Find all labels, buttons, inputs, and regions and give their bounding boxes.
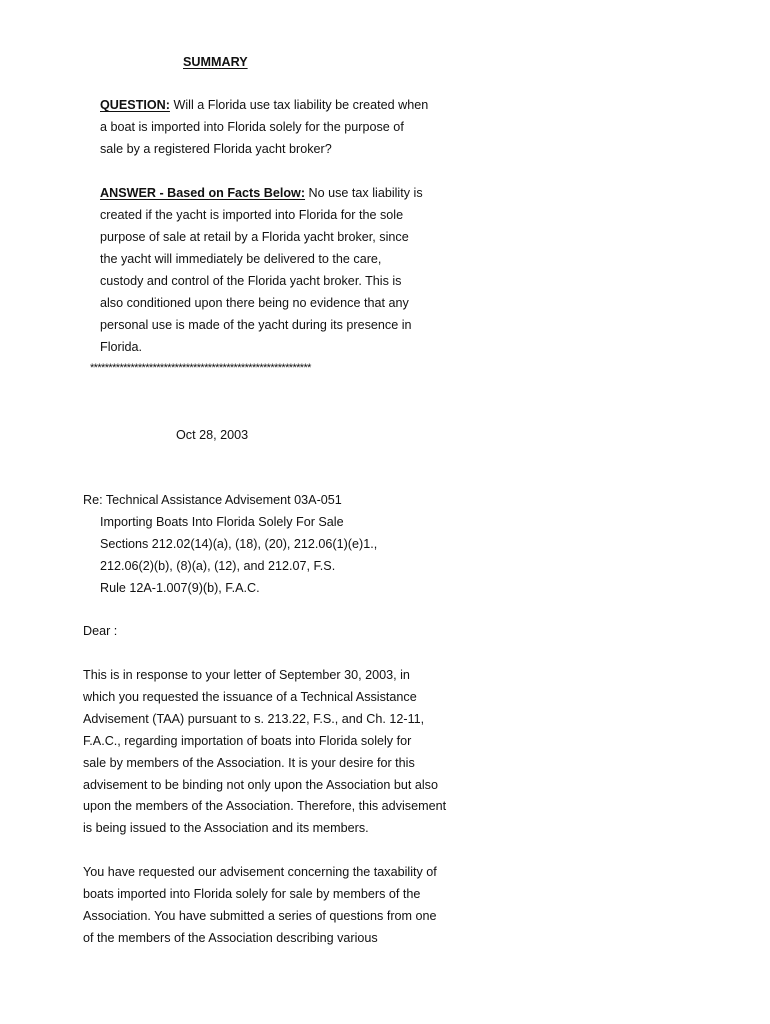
paragraph1-line: F.A.C., regarding importation of boats into Florida solely for — [83, 734, 412, 748]
paragraph1-line: This is in response to your letter of September 30, 2003, in — [83, 668, 410, 682]
answer-line: the yacht will immediately be delivered to the care, — [100, 252, 382, 266]
question-text: Will a Florida use tax liability be created when — [169, 98, 429, 112]
answer-text: No use tax liability is — [305, 186, 423, 200]
paragraph2-line: of the members of the Association describing various — [83, 931, 378, 945]
re-line: Rule 12A-1.007(9)(b), F.A.C. — [100, 581, 260, 595]
answer-line: Florida. — [100, 340, 142, 354]
re-line: Re: Technical Assistance Advisement 03A-051 — [83, 493, 342, 507]
separator-line: ************************************************************ — [90, 362, 311, 374]
paragraph1-line: sale by members of the Association. It is your desire for this — [83, 756, 415, 770]
answer-line — [100, 185, 423, 201]
question-line: sale by a registered Florida yacht broker? — [100, 142, 332, 156]
paragraph2-line: Association. You have submitted a series of questions from one — [83, 909, 437, 923]
answer-line: personal use is made of the yacht during its presence in — [100, 318, 412, 332]
question-label: QUESTION: — [100, 98, 170, 112]
summary-heading: SUMMARY — [183, 55, 248, 69]
answer-line: purpose of sale at retail by a Florida yacht broker, since — [100, 230, 409, 244]
paragraph1-line: is being issued to the Association and its members. — [83, 821, 369, 835]
paragraph1-line: Advisement (TAA) pursuant to s. 213.22, F.S., and Ch. 12-11, — [83, 712, 425, 726]
paragraph2-line: boats imported into Florida solely for sale by members of the — [83, 887, 421, 901]
letter-date: Oct 28, 2003 — [176, 428, 249, 442]
salutation: Dear : — [83, 624, 118, 638]
paragraph2-line: You have requested our advisement concerning the taxability of — [83, 865, 437, 879]
re-line: Sections 212.02(14)(a), (18), (20), 212.06(1)(e)1., — [100, 537, 378, 551]
answer-line: custody and control of the Florida yacht broker. This is — [100, 274, 402, 288]
answer-line: also conditioned upon there being no evidence that any — [100, 296, 409, 310]
paragraph1-line: which you requested the issuance of a Technical Assistance — [83, 690, 417, 704]
re-line: 212.06(2)(b), (8)(a), (12), and 212.07, F.S. — [100, 559, 336, 573]
question-line: a boat is imported into Florida solely for the purpose of — [100, 120, 404, 134]
answer-label: ANSWER - Based on Facts Below: — [100, 186, 306, 200]
answer-line: created if the yacht is imported into Florida for the sole — [100, 208, 404, 222]
re-line: Importing Boats Into Florida Solely For Sale — [100, 515, 344, 529]
question-line — [100, 97, 428, 113]
paragraph1-line: upon the members of the Association. Therefore, this advisement — [83, 799, 447, 813]
paragraph1-line: advisement to be binding not only upon the Association but also — [83, 778, 438, 792]
